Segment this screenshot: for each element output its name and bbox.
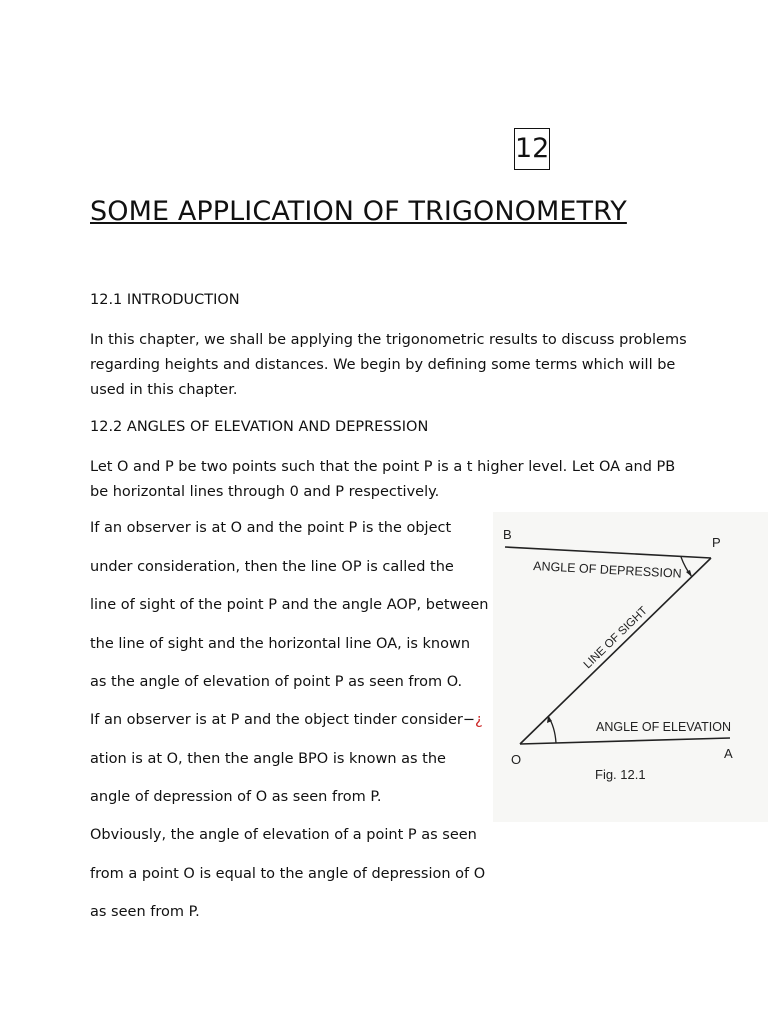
horizontal-line-pb <box>505 547 711 558</box>
body-line: from a point O is equal to the angle of depression of O <box>90 866 486 882</box>
chapter-number: 12 <box>514 128 550 170</box>
label-a: A <box>724 746 733 761</box>
body-line: If an observer is at O and the point P is the object <box>90 520 452 536</box>
section-heading-angles: 12.2 ANGLES OF ELEVATION AND DEPRESSION <box>90 419 429 435</box>
angle-of-elevation-label: ANGLE OF ELEVATION <box>596 720 731 734</box>
body-line: ation is at O, then the angle BPO is known as the <box>90 751 446 767</box>
section-heading-introduction: 12.1 INTRODUCTION <box>90 292 240 308</box>
label-b: B <box>503 527 512 542</box>
body-line: the line of sight and the horizontal line OA, is known <box>90 636 471 652</box>
angles-paragraph: Let O and P be two points such that the point P is a t higher level. Let OA and PB be horizontal lines through 0 and P respectively. <box>90 459 676 500</box>
figure-caption: Fig. 12.1 <box>595 767 646 782</box>
body-line: as seen from P. <box>90 904 200 920</box>
label-p: P <box>712 535 721 550</box>
body-line: line of sight of the point P and the angle AOP, between <box>90 597 489 613</box>
body-line <box>90 712 483 728</box>
body-line-text: If an observer is at P and the object tinder consider− <box>90 712 476 728</box>
body-line: under consideration, then the line OP is called the <box>90 559 454 575</box>
line-of-sight-label: LINE OF SIGHT <box>581 604 650 672</box>
body-line: Obviously, the angle of elevation of a point P as seen <box>90 827 477 843</box>
horizontal-line-oa <box>520 738 730 744</box>
body-line: angle of depression of O as seen from P. <box>90 789 382 805</box>
introduction-paragraph: In this chapter, we shall be applying the trigonometric results to discuss problems regarding heights and distances. We begin by defining some terms which will be used in this chapter. <box>90 332 687 398</box>
figure-angles-diagram <box>493 512 768 822</box>
angles-diagram-svg <box>493 512 768 822</box>
label-o: O <box>511 752 522 767</box>
angle-of-depression-label: ANGLE OF DEPRESSION <box>532 559 683 581</box>
depression-arrow-icon <box>686 570 692 577</box>
body-line: as the angle of elevation of point P as seen from O. <box>90 674 463 690</box>
chapter-title: SOME APPLICATION OF TRIGONOMETRY <box>90 196 627 227</box>
encoding-mark: ¿ <box>475 712 483 728</box>
